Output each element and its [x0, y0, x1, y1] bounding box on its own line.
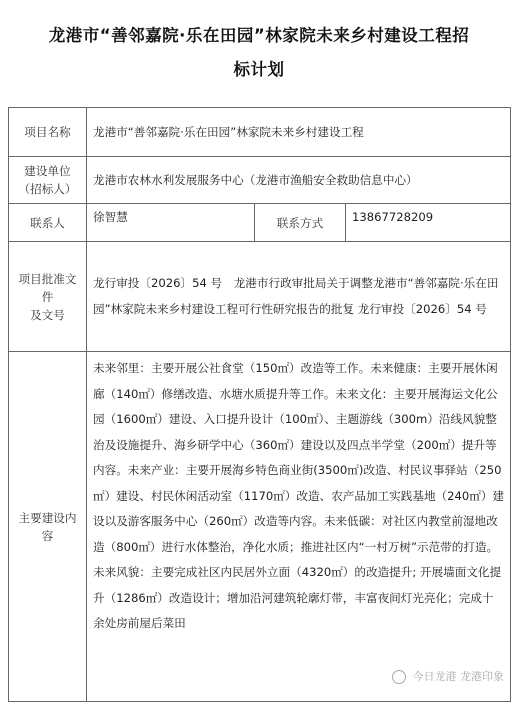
owner-label-line2: （招标人） [18, 182, 77, 196]
row-owner [9, 157, 511, 204]
document-title-line2: 标计划 [233, 60, 285, 79]
row-project-name [9, 108, 511, 157]
content-value-cell [87, 352, 511, 702]
phone-value: 13867728209 [346, 204, 511, 242]
project-name-value: 龙港市“善邻嘉院·乐在田园”林家院未来乡村建设工程 [87, 108, 511, 157]
owner-label [9, 157, 87, 204]
watermark-text: 今日龙港 龙港印象 [412, 670, 504, 683]
owner-label-line1: 建设单位 [24, 164, 71, 178]
row-content [9, 352, 511, 702]
tender-plan-table [8, 107, 511, 702]
contact-label: 联系人 [9, 204, 87, 242]
approval-value: 龙行审投〔2026〕54 号 龙港市行政审批局关于调整龙港市“善邻嘉院·乐在田园”林家院未来乡村建设工程可行性研究报告的批复 龙行审投〔2026〕54 号 [93, 276, 499, 316]
document-title-line1: 龙港市“善邻嘉院·乐在田园”林家院未来乡村建设工程招 [48, 26, 470, 45]
phone-label: 联系方式 [255, 204, 346, 242]
content-label: 主要建设内容 [9, 352, 87, 702]
owner-value: 龙港市农林水利发展服务中心（龙港市渔船安全救助信息中心） [87, 157, 511, 204]
approval-label-line1: 项目批准文件 [18, 271, 77, 304]
row-approval [9, 242, 511, 352]
content-value: 未来邻里：主要开展公社食堂（150㎡）改造等工作。未来健康：主要开展休闲廊（140㎡）修缮改造、水塘水质提升等工作。未来文化：主要开展海运文化公园（1600㎡）建设、入口提升设计（100㎡）、主题游线（300m）沿线风貌整治及设施提升、海乡研学中心（360㎡）建设以及四点半学堂（200㎡）提升等内容。未来产业：主要开展海乡特色商业街(3500㎡)改造、村民议事驿站（250㎡）建设、村民休闲活动室（1170㎡）改造、农产品加工实践基地（240㎡）建设以及游客服务中心（260㎡）改造等内容。未来低碳：对社区内教堂前湿地改造（800㎡）进行水体整治，净化水质；推进社区内“一村万树”示范带的打造。未来风貌：主要完成社区内民居外立面（4320㎡）的改造提升; 开展墙面文化提升（1286㎡）改造设计；增加沿河建筑轮廓灯带，丰富夜间灯光亮化；完成十余处房前屋后菜田 [93, 361, 505, 630]
contact-value: 徐智慧 [87, 204, 255, 242]
approval-label-line2: 及文号 [30, 307, 65, 322]
approval-value-cell [87, 242, 511, 352]
approval-label [9, 242, 87, 352]
row-contact [9, 204, 511, 242]
watermark [392, 668, 504, 684]
wechat-logo-icon [392, 670, 406, 684]
project-name-label: 项目名称 [9, 108, 87, 157]
